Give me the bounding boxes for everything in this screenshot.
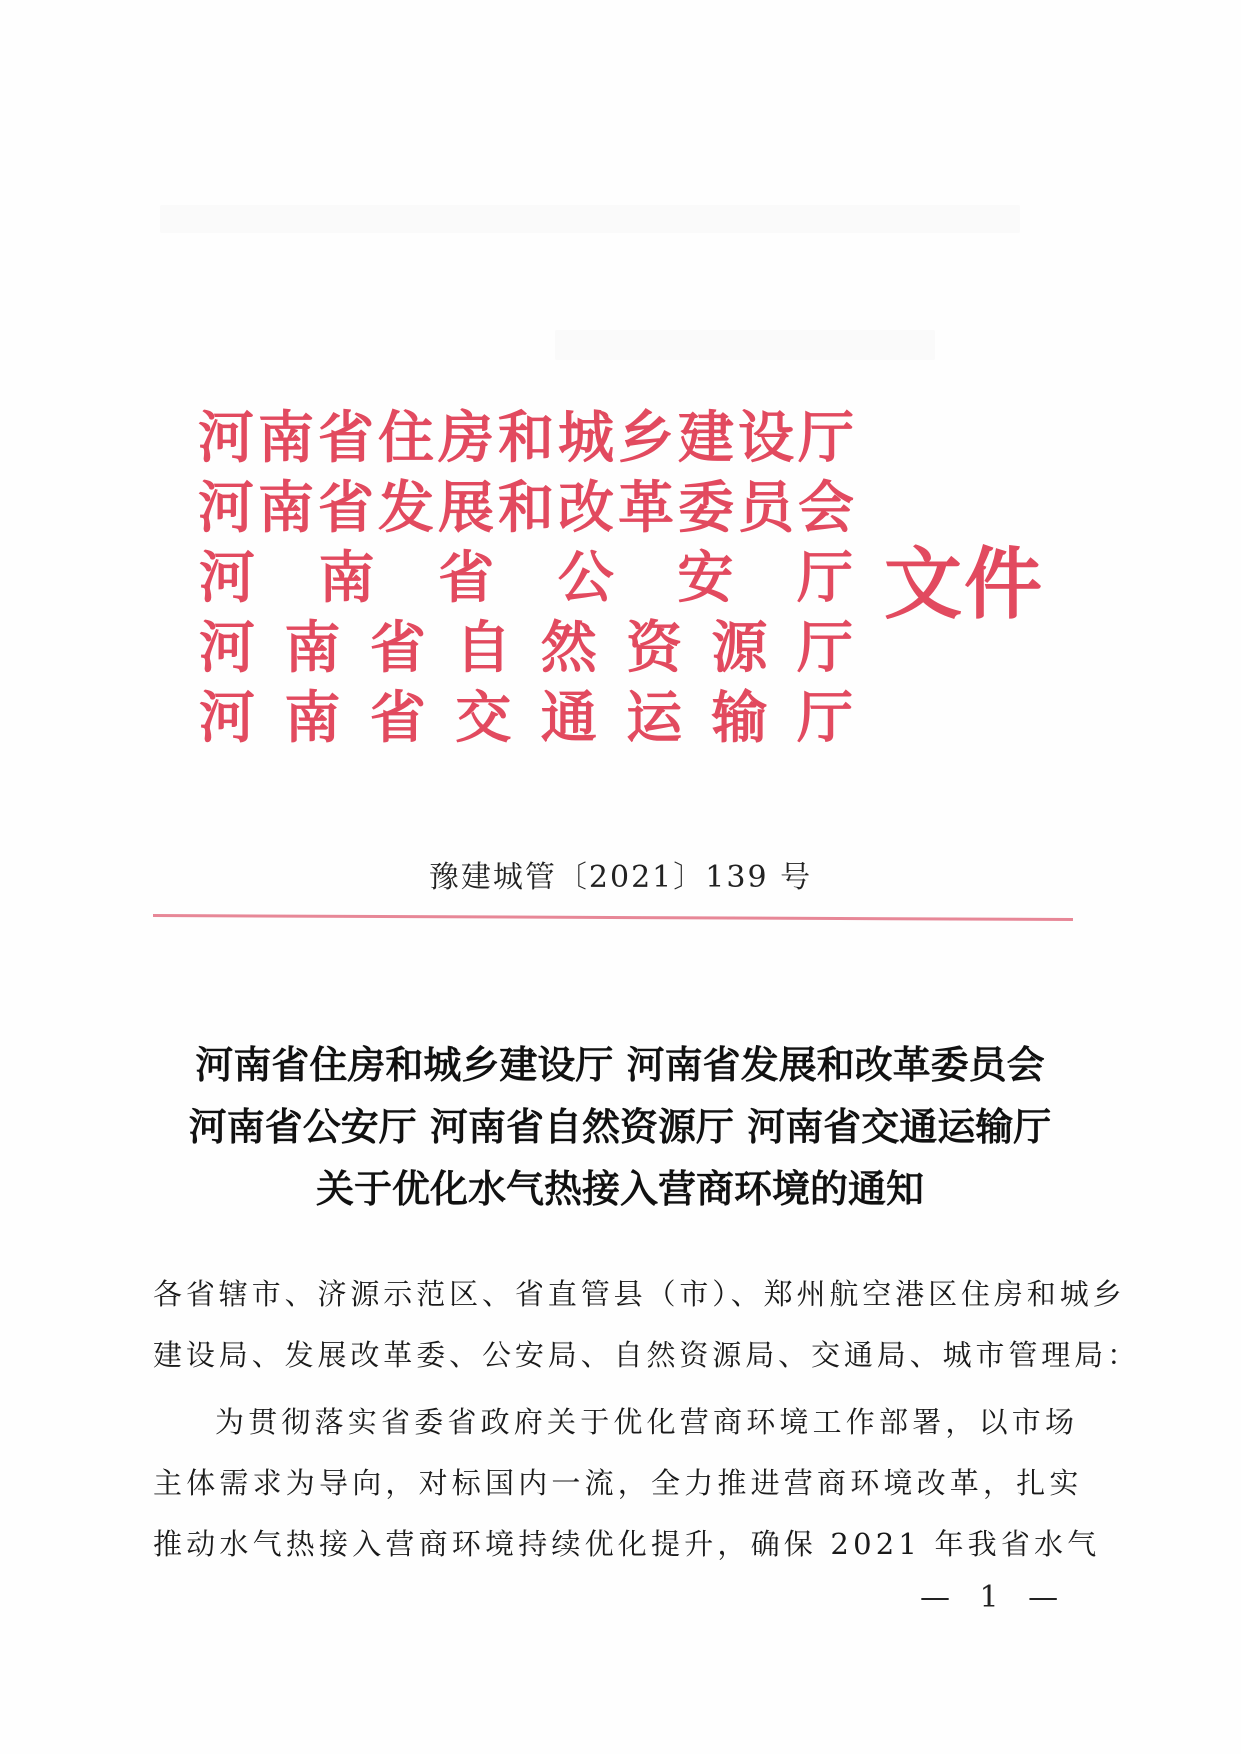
issuer-row-natural-resources [196, 614, 856, 684]
issuer-char: 自 [455, 616, 512, 681]
scan-artifact [555, 330, 935, 360]
issuer-char: 省 [438, 546, 495, 611]
issuer-char: 设 [738, 406, 794, 471]
paragraph-line: 推动水气热接入营商环境持续优化提升，确保 2021 年我省水气 [153, 1527, 1101, 1561]
issuer-char: 厅 [796, 616, 853, 681]
issuer-char: 通 [540, 686, 597, 751]
body-paragraph [153, 1392, 1101, 1575]
issuer-char: 南 [258, 406, 314, 471]
issuer-char: 南 [284, 686, 341, 751]
issuer-char: 南 [258, 476, 314, 541]
issuer-char: 省 [318, 476, 374, 541]
addressee-line: 各省辖市、济源示范区、省直管县（市）、郑州航空港区住房和城乡 [153, 1277, 1126, 1311]
issuer-char: 运 [626, 686, 683, 751]
issuer-char: 然 [540, 616, 597, 681]
document-title [140, 1034, 1100, 1220]
issuer-char: 省 [318, 406, 374, 471]
issuer-char: 厅 [798, 406, 854, 471]
issuer-char: 河 [198, 476, 254, 541]
document-label: 文件 [884, 540, 1045, 630]
paragraph-line: 为贯彻落实省委省政府关于优化营商环境工作部署，以市场 [215, 1405, 1079, 1439]
title-line-issuers-1: 河南省住房和城乡建设厅 河南省发展和改革委员会 [195, 1043, 1045, 1087]
issuer-row-development [196, 474, 856, 544]
paragraph-line: 主体需求为导向，对标国内一流，全力推进营商环境改革，扎实 [153, 1466, 1083, 1500]
issuer-char: 和 [498, 476, 554, 541]
issuer-char: 河 [199, 686, 255, 751]
addressee-line: 建设局、发展改革委、公安局、自然资源局、交通局、城市管理局： [153, 1338, 1141, 1372]
issuer-char: 员 [738, 476, 794, 541]
page-number: — 1 — [920, 1580, 1069, 1615]
issuer-char: 城 [558, 406, 614, 471]
issuer-char: 省 [369, 686, 426, 751]
issuer-row-public-security [196, 544, 856, 614]
issuer-char: 展 [438, 476, 494, 541]
issuer-char: 河 [199, 546, 255, 611]
issuer-char: 住 [378, 406, 434, 471]
addressee [153, 1264, 1141, 1386]
issuer-header [196, 404, 856, 754]
issuer-char: 厅 [796, 686, 853, 751]
issuer-char: 房 [438, 406, 494, 471]
issuer-char: 革 [618, 476, 674, 541]
issuer-char: 河 [198, 406, 254, 471]
issuer-char: 和 [498, 406, 554, 471]
issuer-char: 建 [678, 406, 734, 471]
scan-artifact [160, 205, 1020, 233]
issuer-char: 河 [199, 616, 255, 681]
issuer-row-transport [196, 684, 856, 754]
red-separator-line [153, 914, 1073, 921]
issuer-char: 乡 [618, 406, 674, 471]
issuer-char: 厅 [796, 546, 853, 611]
issuer-char: 改 [558, 476, 614, 541]
issuer-char: 会 [798, 476, 854, 541]
issuer-char: 资 [626, 616, 683, 681]
issuer-char: 发 [378, 476, 434, 541]
issuer-char: 省 [369, 616, 426, 681]
issuer-char: 南 [318, 546, 375, 611]
title-line-subject: 关于优化水气热接入营商环境的通知 [315, 1167, 924, 1211]
issuer-char: 公 [557, 546, 614, 611]
issuer-char: 南 [284, 616, 341, 681]
issuer-char: 安 [677, 546, 734, 611]
document-number: 豫建城管〔2021〕139 号 [428, 860, 813, 895]
document-body [153, 1264, 1141, 1575]
issuer-char: 源 [711, 616, 768, 681]
issuer-char: 委 [678, 476, 734, 541]
title-line-issuers-2: 河南省公安厅 河南省自然资源厅 河南省交通运输厅 [188, 1105, 1052, 1149]
issuer-char: 交 [455, 686, 512, 751]
issuer-row-housing [196, 404, 856, 474]
issuer-char: 输 [711, 686, 768, 751]
